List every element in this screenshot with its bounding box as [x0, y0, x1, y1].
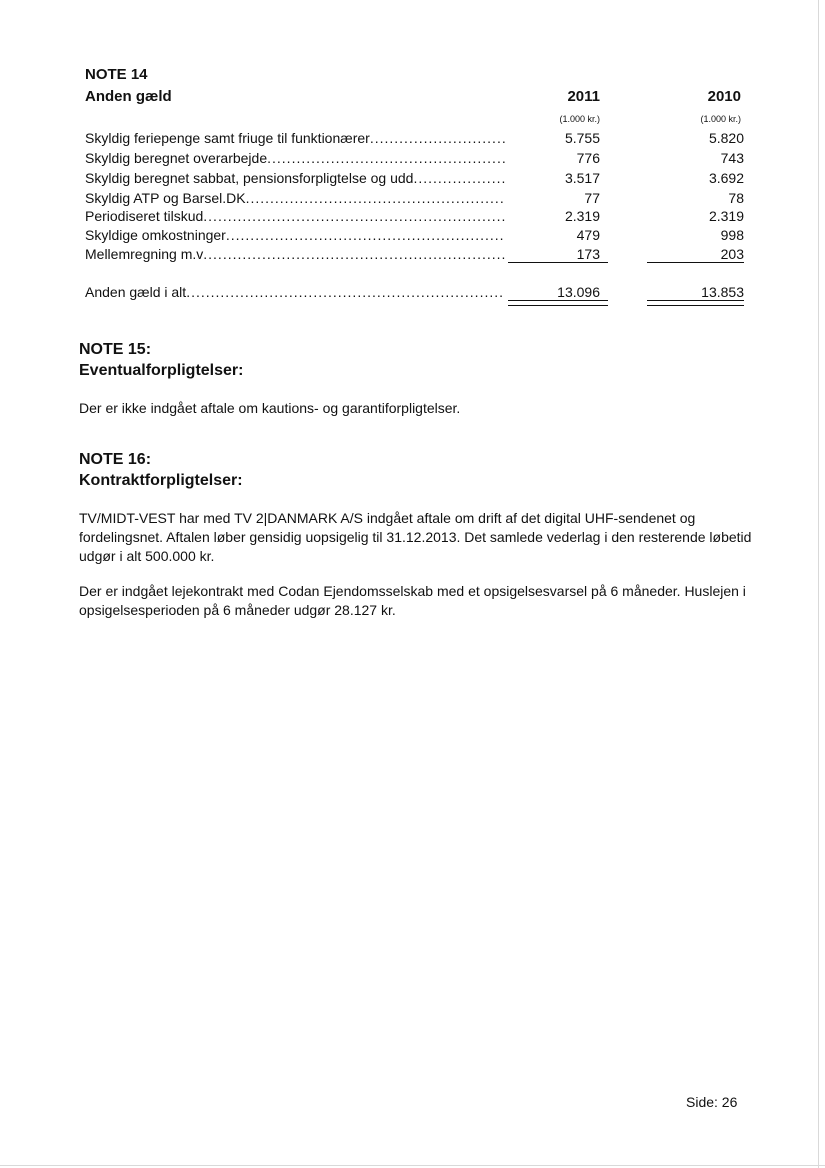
row-label: Skyldig ATP og Barsel.DK ..... [85, 188, 505, 208]
scan-right-edge [818, 0, 819, 1168]
row-value-2010: 3.692 [708, 170, 744, 186]
table-row [85, 168, 745, 188]
row-value-2010: 203 [720, 246, 744, 262]
row-value-2010: 998 [720, 227, 744, 243]
table-row [85, 128, 745, 148]
subtotal-rule-2010 [647, 262, 744, 263]
row-value-2010: 5.820 [708, 130, 744, 146]
row-label: Periodiseret tilskud ..... [85, 206, 505, 226]
table-row [85, 188, 745, 208]
total-rule-2010-a [647, 300, 744, 301]
note14-label: NOTE 14 [85, 66, 148, 83]
table-row [85, 225, 745, 245]
note16-text-1 [79, 509, 754, 566]
note16-paragraph-1: TV/MIDT-VEST har med TV 2|DANMARK A/S indgået aftale om drift af det digital UHF-sendenet og fordelingsnet. Aftalen løber gensidig uopsigelig til 31.12.2013. Det samlede vederlag i den resterende løbetid udgør i alt 500.000 kr. [79, 510, 752, 564]
note15-title: Eventualforpligtelser: [79, 362, 244, 379]
subtotal-rule-2011 [508, 262, 608, 263]
scan-bottom-edge [0, 1165, 825, 1166]
page-number: Side: 26 [686, 1094, 738, 1110]
row-value-2011: 173 [576, 246, 600, 262]
note15-label: NOTE 15: [79, 341, 152, 358]
table-row [85, 148, 745, 168]
row-label: Skyldig beregnet sabbat, pensionsforpligtelse og udd ..... [85, 168, 505, 188]
row-label: Skyldig beregnet overarbejde ..... [85, 148, 505, 168]
note15-paragraph: Der er ikke indgået aftale om kautions- og garantiforpligtelser. [79, 400, 461, 416]
row-value-2011: 5.755 [564, 130, 600, 146]
note14-title: Anden gæld [85, 88, 172, 105]
row-value-2011: 77 [584, 190, 600, 206]
total-label: Anden gæld i alt ..... [85, 282, 505, 302]
note16-text-2 [79, 582, 754, 620]
total-value-2010: 13.853 [701, 284, 744, 300]
table-row [85, 244, 745, 264]
note16-title: Kontraktforpligtelser: [79, 472, 243, 489]
note16-paragraph-2: Der er indgået lejekontrakt med Codan Ejendomsselskab med et opsigelsesvarsel på 6 måneder. Huslejen i opsigelsesperioden på 6 måneder udgør 28.127 kr. [79, 583, 746, 618]
row-label: Skyldige omkostninger ..... [85, 225, 505, 245]
row-value-2011: 2.319 [564, 208, 600, 224]
total-row [85, 282, 745, 302]
row-label: Skyldig feriepenge samt friuge til funktionærer ..... [85, 128, 505, 148]
unit-2011: (1.000 kr.) [559, 114, 600, 124]
row-value-2011: 776 [576, 150, 600, 166]
table-row [85, 206, 745, 226]
year-2011-header: 2011 [567, 88, 600, 105]
row-value-2010: 2.319 [708, 208, 744, 224]
row-value-2011: 3.517 [564, 170, 600, 186]
row-value-2010: 78 [728, 190, 744, 206]
row-value-2011: 479 [576, 227, 600, 243]
total-rule-2011-a [508, 300, 608, 301]
row-label: Mellemregning m.v ..... [85, 244, 505, 264]
row-value-2010: 743 [720, 150, 744, 166]
note15-text [79, 399, 754, 418]
year-2010-header: 2010 [707, 88, 741, 105]
total-value-2011: 13.096 [557, 284, 600, 300]
total-rule-2010-b [647, 305, 744, 306]
unit-2010: (1.000 kr.) [700, 114, 741, 124]
note16-label: NOTE 16: [79, 451, 152, 468]
total-rule-2011-b [508, 305, 608, 306]
